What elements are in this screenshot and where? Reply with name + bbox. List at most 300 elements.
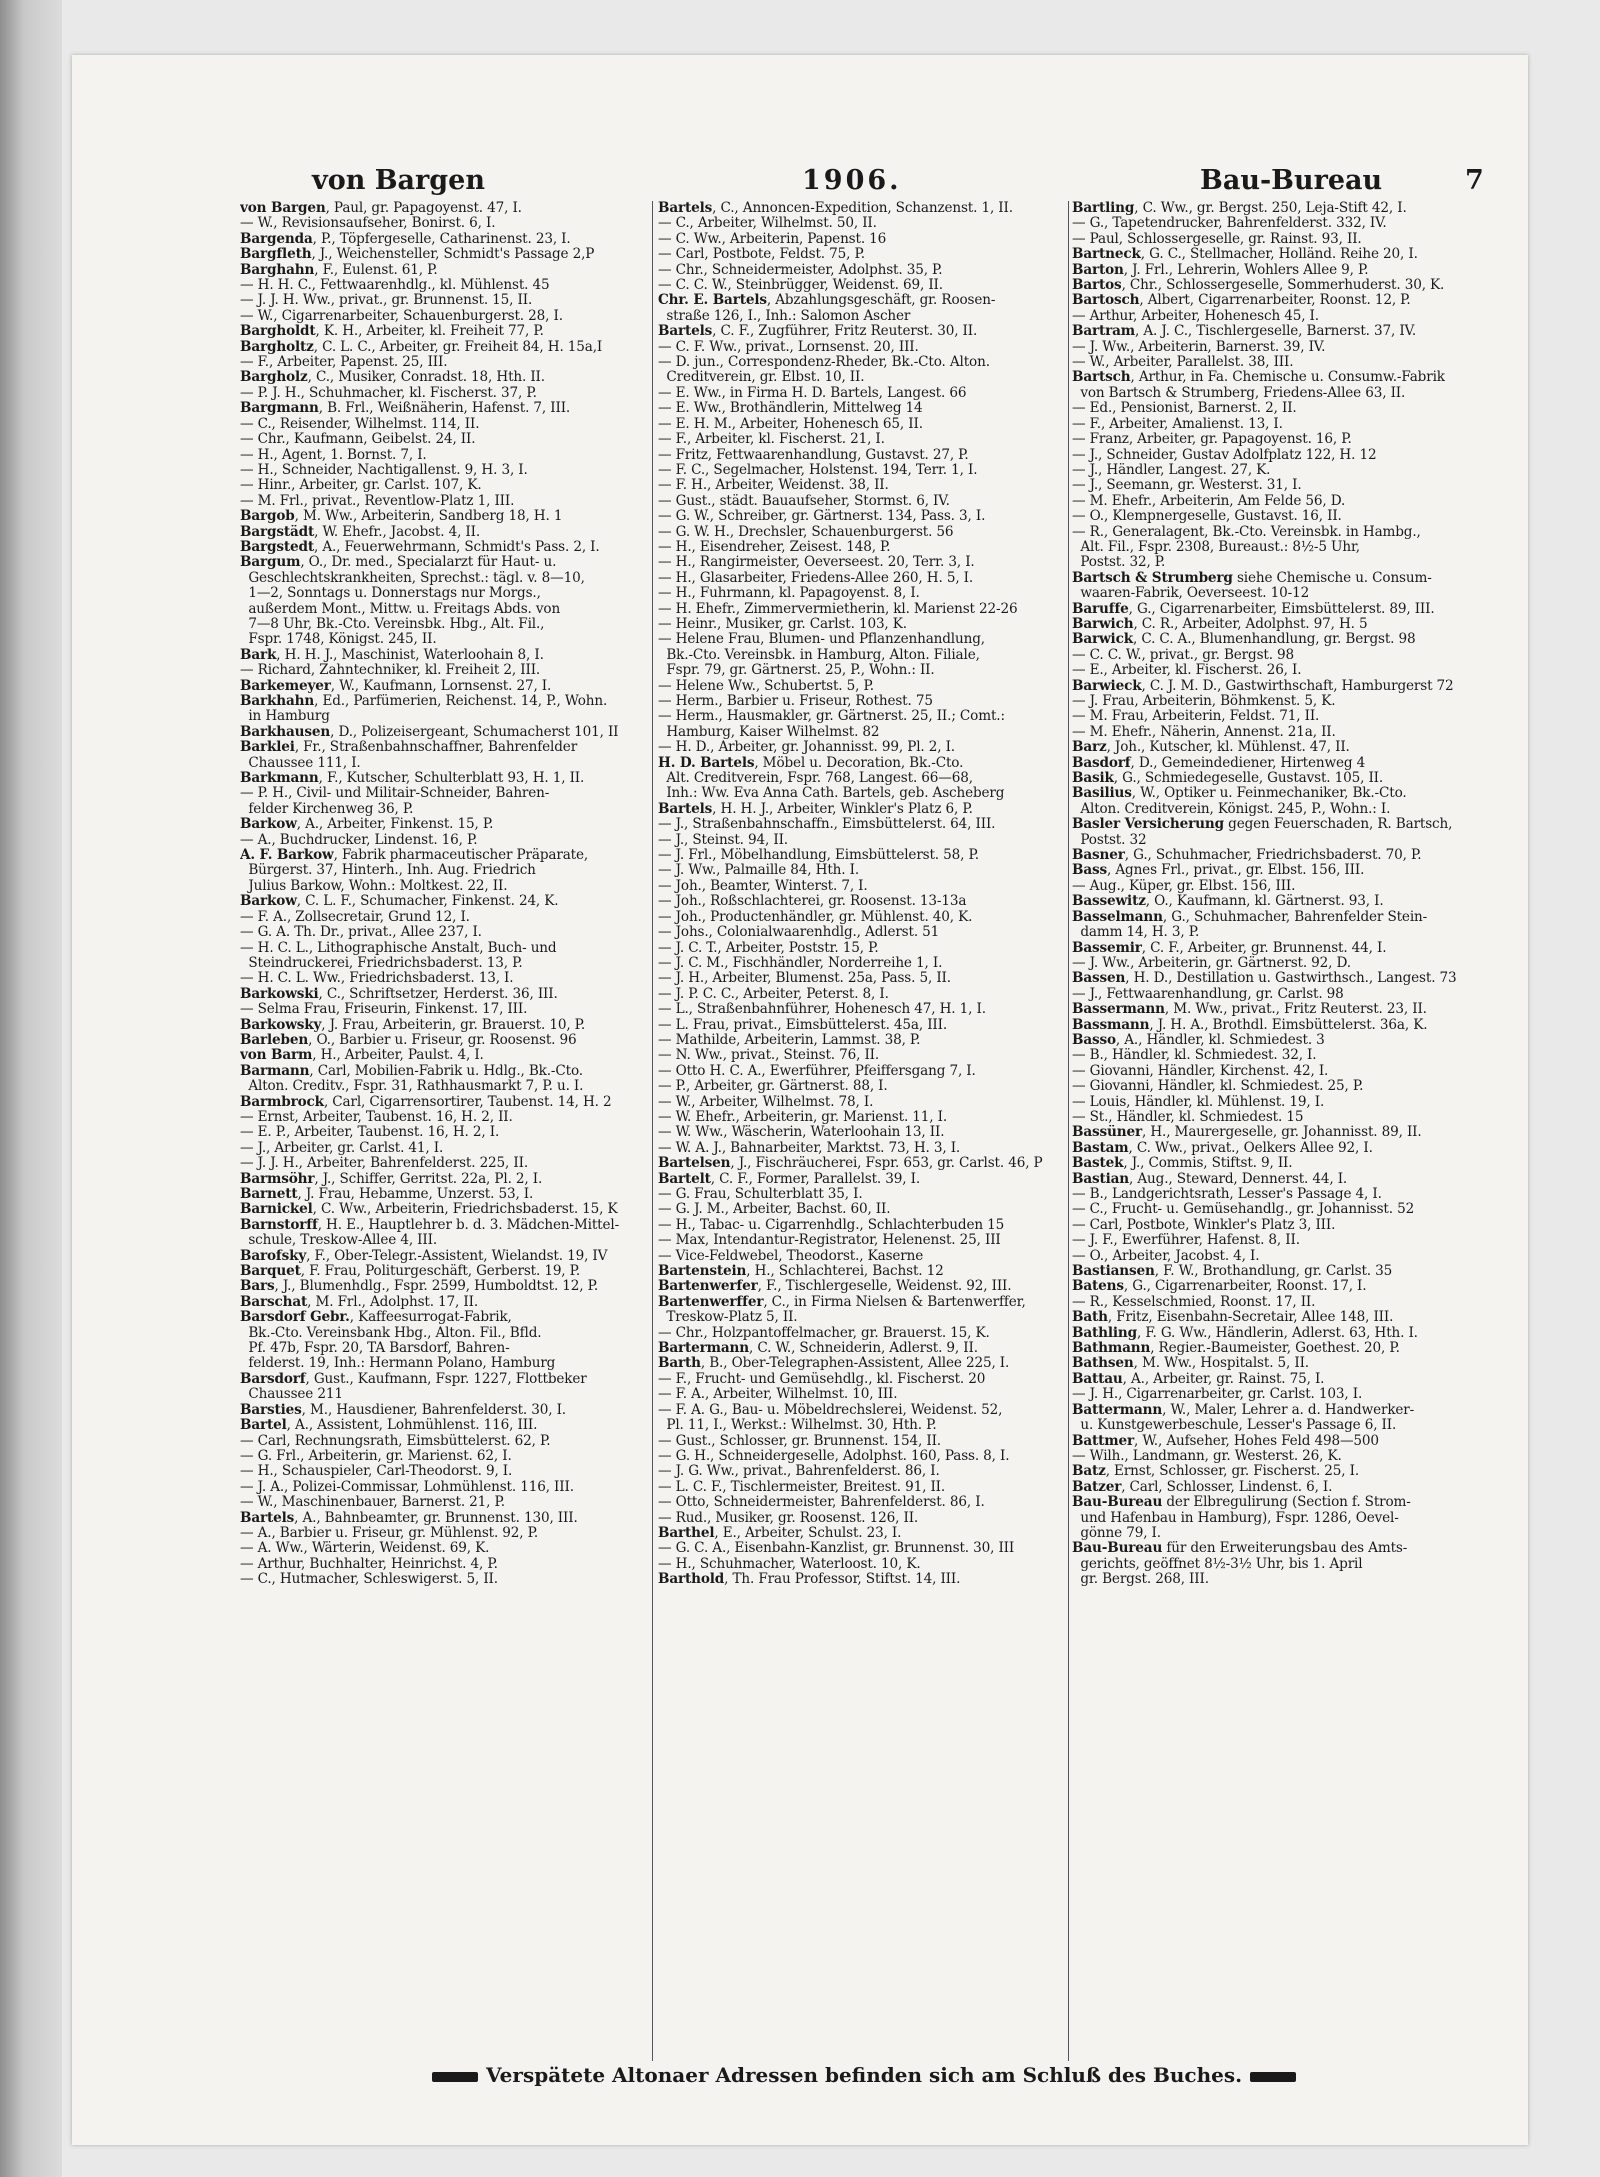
entry-details: — Helene Ww., Schubertst. 5, P. <box>658 678 874 694</box>
directory-entry <box>658 571 1066 586</box>
directory-entry <box>658 694 1066 709</box>
directory-entry <box>1072 201 1482 216</box>
entry-surname: Bastek <box>1072 1156 1124 1172</box>
entry-details: — W., Revisionsaufseher, Bonirst. 6, I. <box>240 216 496 232</box>
entry-details: — R., Generalagent, Bk.-Cto. Vereinsbk. in Hambg., <box>1072 524 1421 540</box>
directory-entry <box>1072 863 1482 878</box>
entry-surname: Bathling <box>1072 1325 1137 1341</box>
directory-entry <box>658 1434 1066 1449</box>
entry-details: waaren-Fabrik, Oeverseest. 10-12 <box>1072 586 1310 602</box>
entry-details: gegen Feuerschaden, R. Bartsch, <box>1223 817 1453 833</box>
directory-entry <box>1072 525 1482 540</box>
entry-details: — C., Reisender, Wilhelmst. 114, II. <box>240 416 480 432</box>
directory-entry <box>240 417 650 432</box>
directory-entry <box>658 894 1066 909</box>
entry-details: — Aug., Küper, gr. Elbst. 156, III. <box>1072 878 1296 894</box>
address-column-3 <box>1072 201 1482 1588</box>
entry-details: , Fabrik pharmaceutischer Präparate, <box>333 848 589 864</box>
directory-entry <box>658 756 1066 771</box>
directory-entry <box>240 1202 650 1217</box>
directory-entry <box>240 1295 650 1310</box>
entry-surname: Barkhahn <box>240 694 315 709</box>
entry-details: , A., Arbeiter, gr. Rainst. 75, I. <box>1122 1371 1325 1387</box>
directory-entry <box>240 971 650 986</box>
entry-surname: Barklei <box>240 740 295 756</box>
directory-entry <box>240 1341 650 1356</box>
entry-details: — H., Glasarbeiter, Friedens-Allee 260, H. 5, I. <box>658 570 974 586</box>
directory-entry <box>658 586 1066 601</box>
entry-details: , Carl, Mobilien-Fabrik u. Hdlg., Bk.-Cto. <box>309 1063 583 1079</box>
directory-entry <box>658 448 1066 463</box>
entry-details: Postst. 32, P. <box>1072 555 1166 571</box>
directory-entry <box>1072 417 1482 432</box>
entry-details: , M. Ww., privat., Fritz Reuterst. 23, II. <box>1164 1002 1427 1018</box>
directory-entry <box>1072 1387 1482 1402</box>
directory-entry <box>658 1218 1066 1233</box>
entry-details: — J. C. M., Fischhändler, Norderreihe 1, I. <box>658 955 943 971</box>
entry-details: — J. J. H., Arbeiter, Bahrenfelderst. 225, II. <box>240 1156 529 1172</box>
entry-surname: A. F. Barkow <box>240 848 334 864</box>
entry-surname: Barton <box>1072 262 1124 278</box>
entry-details: Julius Barkow, Wohn.: Moltkest. 22, II. <box>240 878 508 894</box>
directory-entry <box>1072 971 1482 986</box>
directory-entry <box>240 1387 650 1402</box>
directory-entry <box>1072 1141 1482 1156</box>
entry-details: — Joh., Roßschlachterei, gr. Roosenst. 13-13a <box>658 894 967 910</box>
directory-entry <box>658 278 1066 293</box>
entry-details: — Herm., Barbier u. Friseur, Rothest. 75 <box>658 694 933 709</box>
entry-surname: Bartram <box>1072 324 1136 340</box>
entry-surname: Basilius <box>1072 786 1132 802</box>
entry-details: — H., Schuhmacher, Waterloost. 10, K. <box>658 1556 921 1572</box>
entry-details: , F. W., Brothandlung, gr. Carlst. 35 <box>1154 1264 1393 1280</box>
directory-entry <box>658 956 1066 971</box>
directory-entry <box>1072 987 1482 1002</box>
entry-details: , O., Dr. med., Specialarzt für Haut- u. <box>300 555 557 571</box>
directory-entry <box>658 1295 1066 1310</box>
entry-details: , J., Weichensteller, Schmidt's Passage 2,P <box>311 247 595 263</box>
address-column-1 <box>240 201 650 1588</box>
entry-details: — M. Ehefr., Arbeiterin, Am Felde 56, D. <box>1072 493 1346 509</box>
directory-entry <box>658 1156 1066 1171</box>
entry-details: — St., Händler, kl. Schmiedest. 15 <box>1072 1109 1304 1125</box>
directory-entry <box>240 509 650 524</box>
entry-surname: Barquet <box>240 1264 301 1280</box>
directory-entry <box>240 786 650 801</box>
entry-details: , F., Kutscher, Schulterblatt 93, H. 1, II. <box>318 771 585 787</box>
entry-details: Alt. Creditverein, Fspr. 768, Langest. 66—68, <box>658 771 973 787</box>
directory-entry <box>240 1326 650 1341</box>
directory-entry <box>240 478 650 493</box>
entry-details: — Carl, Postbote, Feldst. 75, P. <box>658 247 865 263</box>
entry-surname: Barmsöhr <box>240 1171 315 1187</box>
entry-details: 7—8 Uhr, Bk.-Cto. Vereinsbk. Hbg., Alt. Fil., <box>240 616 545 632</box>
entry-surname: Bartels <box>658 201 713 216</box>
directory-entry <box>1072 1557 1482 1572</box>
entry-details: , F. Frau, Politurgeschäft, Gerberst. 19, P. <box>300 1264 581 1280</box>
entry-details: — M. Ehefr., Näherin, Annenst. 21a, II. <box>1072 724 1336 740</box>
entry-details: — H., Schauspieler, Carl-Theodorst. 9, I. <box>240 1464 513 1480</box>
entry-surname: Bargholtz <box>240 339 314 355</box>
entry-details: gr. Bergst. 268, III. <box>1072 1572 1209 1588</box>
entry-surname: Bargholdt <box>240 324 316 340</box>
entry-surname: Bargum <box>240 555 301 571</box>
directory-entry <box>658 232 1066 247</box>
entry-details: — G. C. A., Eisenbahn-Kanzlist, gr. Brunnenst. 30, III <box>658 1541 1015 1557</box>
entry-surname: Barghahn <box>240 262 315 278</box>
column-rule <box>1068 201 1069 2061</box>
directory-entry <box>658 1064 1066 1079</box>
entry-details: , C. F., Arbeiter, gr. Brunnenst. 44, I. <box>1141 940 1387 956</box>
entry-surname: Barth <box>658 1356 701 1372</box>
entry-details: — M. Frau, Arbeiterin, Feldst. 71, II. <box>1072 709 1320 725</box>
directory-entry <box>1072 1295 1482 1310</box>
entry-surname: Barleben <box>240 1032 309 1048</box>
directory-entry <box>658 1048 1066 1063</box>
directory-entry <box>658 1249 1066 1264</box>
directory-entry <box>240 1464 650 1479</box>
entry-details: — H. D., Arbeiter, gr. Johannisst. 99, Pl. 2, I. <box>658 740 955 756</box>
directory-entry <box>1072 555 1482 570</box>
entry-details: — Vice-Feldwebel, Theodorst., Kaserne <box>658 1248 924 1264</box>
directory-entry <box>658 910 1066 925</box>
entry-details: , B. Frl., Weißnäherin, Hafenst. 7, III. <box>318 401 571 417</box>
entry-details: 1—2, Sonntags u. Donnerstags nur Morgs., <box>240 586 541 602</box>
entry-surname: Basso <box>1072 1032 1116 1048</box>
entry-details: — Hinr., Arbeiter, gr. Carlst. 107, K. <box>240 478 482 494</box>
entry-details: — C., Arbeiter, Wilhelmst. 50, II. <box>658 216 877 232</box>
entry-details: , Kaffeesurrogat-Fabrik, <box>349 1310 512 1326</box>
directory-entry <box>1072 1172 1482 1187</box>
entry-details: , C. J. M. D., Gastwirthschaft, Hamburgerst 72 <box>1141 678 1454 694</box>
directory-entry <box>240 324 650 339</box>
directory-entry <box>658 1079 1066 1094</box>
directory-entry <box>658 201 1066 216</box>
directory-entry <box>658 1449 1066 1464</box>
entry-details: — F. H., Arbeiter, Weidenst. 38, II. <box>658 478 889 494</box>
entry-surname: Bars <box>240 1279 275 1295</box>
pointing-hand-icon <box>1250 2072 1296 2082</box>
entry-details: — Louis, Händler, kl. Mühlenst. 19, I. <box>1072 1094 1325 1110</box>
entry-surname: Barkmann <box>240 771 319 787</box>
entry-details: — J. Ww., Arbeiterin, gr. Gärtnerst. 92, D. <box>1072 955 1351 971</box>
footer-note <box>424 2063 1424 2087</box>
entry-surname: Barschat <box>240 1294 308 1310</box>
directory-entry <box>240 1310 650 1325</box>
entry-details: — Giovanni, Händler, kl. Schmiedest. 25, P. <box>1072 1079 1364 1095</box>
entry-details: , F., Eulenst. 61, P. <box>314 262 438 278</box>
entry-details: Pf. 47b, Fspr. 20, TA Barsdorf, Bahren- <box>240 1341 510 1357</box>
directory-entry <box>240 370 650 385</box>
directory-entry <box>1072 263 1482 278</box>
entry-surname: Batzer <box>1072 1479 1122 1495</box>
directory-entry <box>240 1141 650 1156</box>
entry-surname: Basdorf <box>1072 755 1131 771</box>
directory-entry <box>1072 1033 1482 1048</box>
directory-entry <box>240 1526 650 1541</box>
directory-entry <box>1072 910 1482 925</box>
entry-details: — Chr., Schneidermeister, Adolphst. 35, P. <box>658 262 943 278</box>
entry-details: felder Kirchenweg 36, P. <box>240 801 414 817</box>
directory-entry <box>240 494 650 509</box>
directory-entry <box>1072 232 1482 247</box>
entry-details: — W. Ehefr., Arbeiterin, gr. Marienst. 11, I. <box>658 1109 948 1125</box>
directory-entry <box>658 879 1066 894</box>
directory-entry <box>658 1356 1066 1371</box>
entry-details: — Paul, Schlossergeselle, gr. Rainst. 93, II. <box>1072 231 1362 247</box>
entry-details: — G. Frau, Schulterblatt 35, I. <box>658 1187 863 1202</box>
entry-details: — H., Fuhrmann, kl. Papagoyenst. 8, I. <box>658 586 920 602</box>
entry-details: , G., Schmiedegeselle, Gustavst. 105, II. <box>1113 771 1384 787</box>
footer-text: Verspätete Altonaer Adressen befinden sich am Schluß des Buches. <box>486 2063 1243 2087</box>
directory-entry <box>240 987 650 1002</box>
directory-entry <box>658 1233 1066 1248</box>
entry-surname: von Bargen <box>240 201 326 216</box>
entry-details: — J. H., Arbeiter, Blumenst. 25a, Pass. 5, II. <box>658 971 951 987</box>
directory-entry <box>658 1110 1066 1125</box>
directory-entry <box>1072 370 1482 385</box>
entry-details: , W. Ehefr., Jacobst. 4, II. <box>314 524 481 540</box>
entry-details: — J. H., Cigarrenarbeiter, gr. Carlst. 103, I. <box>1072 1387 1363 1403</box>
entry-details: , J. Frau, Arbeiterin, gr. Brauerst. 10, P. <box>321 1017 586 1033</box>
entry-surname: Bassüner <box>1072 1125 1142 1141</box>
entry-details: felderst. 19, Inh.: Hermann Polano, Hamburg <box>240 1356 556 1372</box>
entry-details: schule, Treskow-Allee 4, III. <box>240 1233 438 1249</box>
directory-entry <box>1072 1002 1482 1017</box>
entry-surname: Bartneck <box>1072 247 1141 263</box>
entry-surname: Barofsky <box>240 1248 307 1264</box>
directory-entry <box>1072 1418 1482 1433</box>
directory-entry <box>1072 340 1482 355</box>
directory-entry <box>658 740 1066 755</box>
directory-entry <box>240 401 650 416</box>
entry-details: — F., Arbeiter, Amalienst. 13, I. <box>1072 416 1283 432</box>
entry-details: — J., Steinst. 94, II. <box>658 832 788 848</box>
directory-entry <box>1072 725 1482 740</box>
entry-details: — P. J. H., Schuhmacher, kl. Fischerst. 37, P. <box>240 385 537 401</box>
directory-entry <box>240 201 650 216</box>
entry-details: — H., Eisendreher, Zeisest. 148, P. <box>658 539 891 555</box>
entry-details: — Ed., Pensionist, Barnerst. 2, II. <box>1072 401 1297 417</box>
directory-entry <box>658 340 1066 355</box>
directory-entry <box>658 370 1066 385</box>
directory-entry <box>658 1341 1066 1356</box>
entry-details: — Fritz, Fettwaarenhandlung, Gustavst. 27, P. <box>658 447 969 463</box>
directory-entry <box>240 1279 650 1294</box>
entry-surname: Basselmann <box>1072 909 1163 925</box>
entry-details: Fspr. 1748, Königst. 245, II. <box>240 632 437 648</box>
directory-entry <box>240 941 650 956</box>
directory-entry <box>240 679 650 694</box>
directory-entry <box>1072 663 1482 678</box>
entry-surname: Barz <box>1072 740 1107 756</box>
entry-details: , C. Ww., Arbeiterin, Friedrichsbaderst. 15, K <box>312 1202 618 1218</box>
entry-details: — F., Arbeiter, Papenst. 25, III. <box>240 355 448 371</box>
directory-entry <box>240 1372 650 1387</box>
directory-entry <box>240 463 650 478</box>
directory-entry <box>1072 1233 1482 1248</box>
directory-entry <box>1072 401 1482 416</box>
directory-entry <box>658 1480 1066 1495</box>
entry-details: , C. W., Schneiderin, Adlerst. 9, II. <box>749 1341 978 1357</box>
entry-details: , G., Schuhmacher, Bahrenfelder Stein- <box>1162 909 1428 925</box>
entry-surname: Bartermann <box>658 1341 750 1357</box>
directory-entry <box>1072 1511 1482 1526</box>
entry-details: — C. F. Ww., privat., Lornsenst. 20, III. <box>658 339 919 355</box>
directory-entry <box>1072 1372 1482 1387</box>
directory-entry <box>240 817 650 832</box>
entry-details: Bürgerst. 37, Hinterh., Inh. Aug. Friedrich <box>240 863 536 879</box>
directory-entry <box>240 1572 650 1587</box>
entry-details: — Rud., Musiker, gr. Roosenst. 126, II. <box>658 1510 919 1526</box>
entry-details: Alt. Fil., Fspr. 2308, Bureaust.: 8½-5 Uhr, <box>1072 539 1360 555</box>
book-binding <box>0 0 62 2177</box>
entry-details: — F. A., Arbeiter, Wilhelmst. 10, III. <box>658 1387 898 1403</box>
entry-details: , W., Optiker u. Feinmechaniker, Bk.-Cto. <box>1131 786 1407 802</box>
entry-details: — B., Händler, kl. Schmiedest. 32, I. <box>1072 1048 1317 1064</box>
directory-entry <box>1072 786 1482 801</box>
directory-entry <box>1072 494 1482 509</box>
entry-details: , W., Kaufmann, Lornsenst. 27, I. <box>330 678 552 694</box>
directory-entry <box>658 1310 1066 1325</box>
entry-details: — Chr., Holzpantoffelmacher, gr. Brauerst. 15, K. <box>658 1325 990 1341</box>
directory-entry <box>658 494 1066 509</box>
entry-details: — J., Schneider, Gustav Adolfplatz 122, H. 12 <box>1072 447 1377 463</box>
entry-details: — F. A., Zollsecretair, Grund 12, I. <box>240 909 470 925</box>
entry-details: , A., Arbeiter, Finkenst. 15, P. <box>296 817 494 833</box>
entry-details: , O., Kaufmann, kl. Gärtnerst. 93, I. <box>1145 894 1384 910</box>
entry-details: — J. G. Ww., privat., Bahrenfelderst. 86, I. <box>658 1464 940 1480</box>
entry-details: — G. A. Th. Dr., privat., Allee 237, I. <box>240 925 482 941</box>
entry-surname: Bartels <box>240 1510 295 1526</box>
directory-entry <box>1072 632 1482 647</box>
entry-surname: Barkhausen <box>240 724 331 740</box>
directory-entry <box>658 1326 1066 1341</box>
entry-surname: Bartels <box>658 324 713 340</box>
entry-details: — Joh., Productenhändler, gr. Mühlenst. 40, K. <box>658 909 973 925</box>
directory-entry <box>240 586 650 601</box>
entry-details: — G. Frl., Arbeiterin, gr. Marienst. 62, I. <box>240 1448 512 1464</box>
entry-details: — C., Frucht- u. Gemüsehandlg., gr. Johannisst. 52 <box>1072 1202 1415 1218</box>
directory-entry <box>240 309 650 324</box>
entry-details: , H. D., Destillation u. Gastwirthsch., Langest. 73 <box>1125 971 1457 987</box>
directory-entry <box>658 833 1066 848</box>
entry-surname: Bau-Bureau <box>1072 1495 1163 1511</box>
entry-details: , Ed., Parfümerien, Reichenst. 14, P., Wohn. <box>314 694 608 709</box>
entry-details: — H., Rangirmeister, Oeverseest. 20, Terr. 3, I. <box>658 555 975 571</box>
entry-details: , K. H., Arbeiter, kl. Freiheit 77, P. <box>315 324 544 340</box>
entry-details: — J. Frl., Möbelhandlung, Eimsbüttelerst. 58, P. <box>658 848 979 864</box>
entry-surname: Basler Versicherung <box>1072 817 1224 833</box>
directory-entry <box>1072 1449 1482 1464</box>
entry-details: , H., Arbeiter, Paulst. 4, I. <box>312 1048 484 1064</box>
entry-details: — Richard, Zahntechniker, kl. Freiheit 2, III. <box>240 663 541 679</box>
entry-details: Bk.-Cto. Vereinsbank Hbg., Alton. Fil., Bfld. <box>240 1325 542 1341</box>
entry-surname: Battermann <box>1072 1402 1163 1418</box>
directory-entry <box>658 987 1066 1002</box>
directory-entry <box>658 1387 1066 1402</box>
entry-details: — Franz, Arbeiter, gr. Papagoyenst. 16, P. <box>1072 432 1352 448</box>
entry-details: , C. F., Former, Parallelst. 39, I. <box>710 1171 921 1187</box>
directory-entry <box>1072 1403 1482 1418</box>
entry-details: , G., Cigarrenarbeiter, Eimsbüttelerst. 89, III. <box>1128 601 1435 617</box>
directory-entry <box>1072 879 1482 894</box>
entry-details: , J., Blumenhdlg., Fspr. 2599, Humboldtst. 12, P. <box>274 1279 599 1295</box>
entry-details: , O., Barbier u. Friseur, gr. Roosenst. 96 <box>308 1032 577 1048</box>
entry-details: , J. H. A., Brothdl. Eimsbüttelerst. 36a, K. <box>1149 1017 1428 1033</box>
directory-entry <box>240 1434 650 1449</box>
directory-entry <box>1072 1434 1482 1449</box>
entry-surname: Bassmann <box>1072 1017 1150 1033</box>
directory-entry <box>240 1018 650 1033</box>
directory-entry <box>658 525 1066 540</box>
directory-entry <box>1072 1187 1482 1202</box>
entry-details: , H. H. J., Arbeiter, Winkler's Platz 6, P. <box>712 801 973 817</box>
entry-details: — J. Ww., Arbeiterin, Barnerst. 39, IV. <box>1072 339 1326 355</box>
entry-details: — Arthur, Arbeiter, Hohenesch 45, I. <box>1072 308 1319 324</box>
directory-entry <box>658 617 1066 632</box>
directory-entry <box>658 509 1066 524</box>
entry-details: , F., Ober-Telegr.-Assistent, Wielandst. 19, IV <box>306 1248 608 1264</box>
entry-details: , Agnes Frl., privat., gr. Elbst. 156, III. <box>1107 863 1365 879</box>
entry-surname: Batens <box>1072 1279 1124 1295</box>
entry-surname: Bartos <box>1072 278 1122 294</box>
entry-details: — P., Arbeiter, gr. Gärtnerst. 88, I. <box>658 1079 888 1095</box>
entry-details: — W., Maschinenbauer, Barnerst. 21, P. <box>240 1495 505 1511</box>
entry-details: , Ernst, Schlosser, gr. Fischerst. 25, I. <box>1105 1464 1360 1480</box>
directory-entry <box>240 216 650 231</box>
entry-details: in Hamburg <box>240 709 330 725</box>
page-number: 7 <box>1465 165 1484 196</box>
entry-details: — J. Ww., Palmaille 84, Hth. I. <box>658 863 859 879</box>
entry-details: straße 126, I., Inh.: Salomon Ascher <box>658 308 911 324</box>
directory-entry <box>658 663 1066 678</box>
directory-entry <box>658 971 1066 986</box>
entry-details: , A. J. C., Tischlergeselle, Barnerst. 37, IV. <box>1135 324 1417 340</box>
directory-entry <box>658 1572 1066 1587</box>
directory-entry <box>240 340 650 355</box>
entry-details: — W., Arbeiter, Wilhelmst. 78, I. <box>658 1094 874 1110</box>
directory-entry <box>1072 1218 1482 1233</box>
directory-entry <box>1072 386 1482 401</box>
entry-details: — Arthur, Buchhalter, Heinrichst. 4, P. <box>240 1556 498 1572</box>
entry-details: , G., Cigarrenarbeiter, Roonst. 17, I. <box>1123 1279 1367 1295</box>
directory-entry <box>240 1511 650 1526</box>
directory-entry <box>658 925 1066 940</box>
entry-details: Chaussee 111, I. <box>240 755 361 771</box>
directory-entry <box>1072 432 1482 447</box>
directory-entry <box>240 1418 650 1433</box>
directory-entry <box>658 1095 1066 1110</box>
entry-surname: Bastiansen <box>1072 1264 1155 1280</box>
directory-entry <box>240 571 650 586</box>
directory-entry <box>240 879 650 894</box>
entry-details: — G. H., Schneidergeselle, Adolphst. 160, Pass. 8, I. <box>658 1448 1010 1464</box>
directory-entry <box>240 247 650 262</box>
entry-details: , D., Gemeindediener, Hirtenweg 4 <box>1130 755 1366 771</box>
entry-surname: Bassermann <box>1072 1002 1165 1018</box>
address-column-2 <box>658 201 1066 1588</box>
directory-entry <box>1072 247 1482 262</box>
entry-details: außerdem Mont., Mittw. u. Freitags Abds. von <box>240 601 561 617</box>
running-head-left: von Bargen <box>312 165 485 196</box>
entry-details: — G. W. H., Drechsler, Schauenburgerst. 56 <box>658 524 954 540</box>
directory-entry <box>240 555 650 570</box>
entry-details: — C. Ww., Arbeiterin, Papenst. 16 <box>658 231 887 247</box>
directory-entry <box>1072 293 1482 308</box>
entry-surname: Barthel <box>658 1525 715 1541</box>
entry-details: , M. Ww., Hospitalst. 5, II. <box>1133 1356 1309 1372</box>
